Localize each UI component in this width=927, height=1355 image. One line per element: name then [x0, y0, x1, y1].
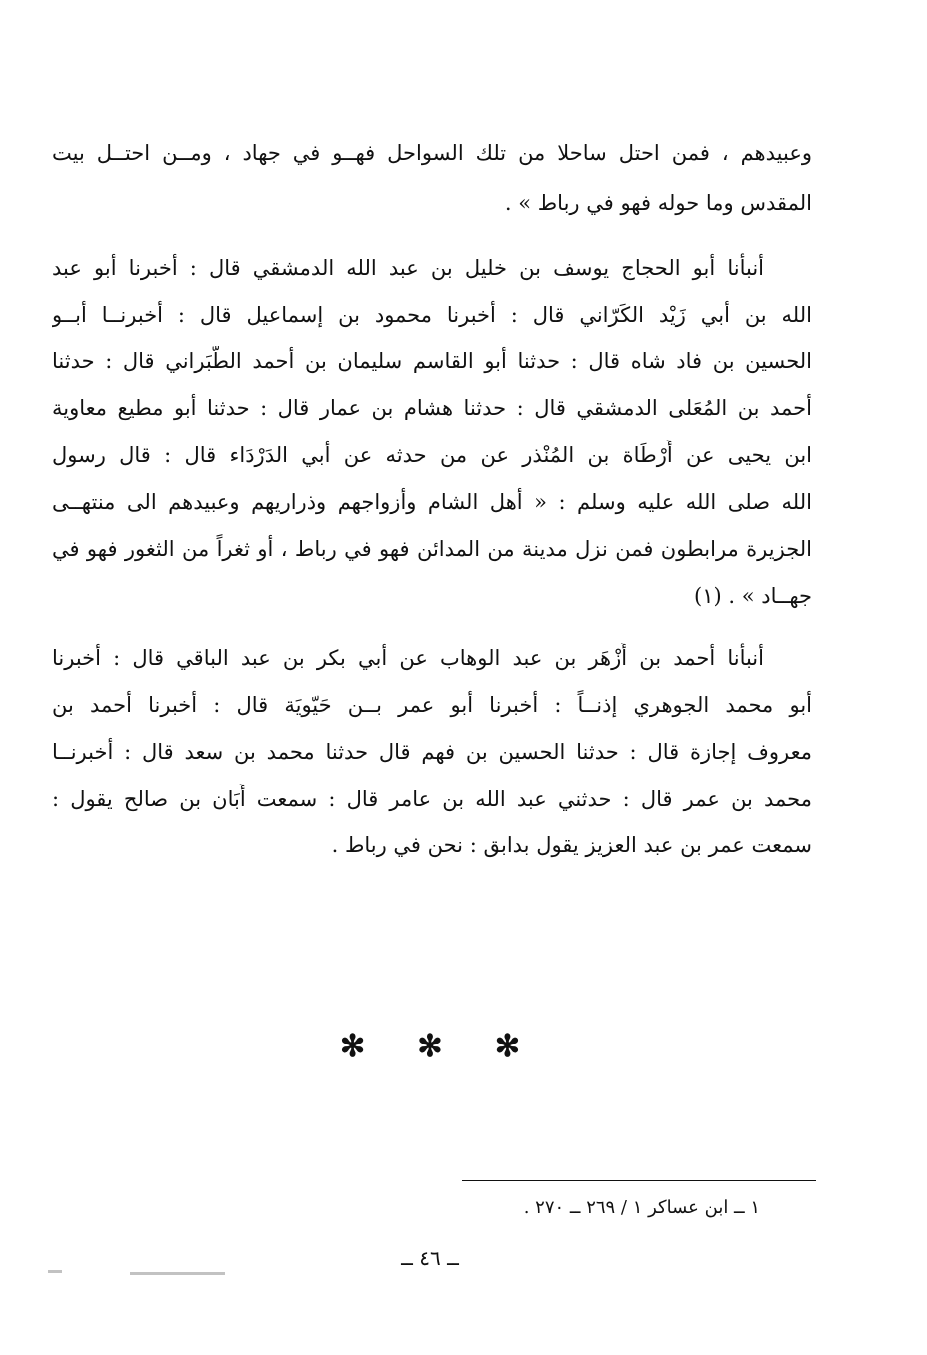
- paragraph-2-line-8: جهــاد » . (١): [694, 584, 812, 608]
- paragraph-3-line-3: معروف إجازة قال : حدثنا الحسين بن فهم قال حدثنا محمد بن سعد قال : أخبرنــا: [52, 740, 812, 764]
- footnote-divider: [462, 1180, 816, 1181]
- paragraph-2-line-7: الجزيرة مرابطون فمن نزل مدينة من المدائن فهو في رباط ، أو ثغراً من الثغور فهو في: [52, 537, 812, 561]
- paragraph-1-line-2: المقدس وما حوله فهو في رباط » .: [504, 191, 812, 215]
- asterism-icon: ✻: [417, 1028, 443, 1064]
- paragraph-2-line-4: أحمد بن المُعَلى الدمشقي قال : حدثنا هشام بن عمار قال : حدثنا أبو مطيع معاوية: [52, 396, 812, 420]
- paragraph-1-line-1: وعبيدهم ، فمن احتل ساحلا من تلك السواحل فهــو في جهاد ، ومــن احتــل بيت: [52, 141, 812, 165]
- paragraph-2-line-3: الحسين بن فاد شاه قال : حدثنا أبو القاسم سليمان بن أحمد الطّبَراني قال : حدثنا: [52, 349, 812, 373]
- page-number: ــ ٤٦ ــ: [401, 1246, 459, 1270]
- paragraph-2-line-5: ابن يحيى عن أَرْطَاة بن المُنْذر عن من حدثه عن أبي الدَرْدَاء قال : قال رسول: [52, 443, 812, 467]
- paragraph-3-line-4: محمد بن عمر قال : حدثني عبد الله بن عامر قال : سمعت أَبَان بن صالح يقول :: [52, 787, 812, 811]
- scan-mark: [48, 1270, 62, 1273]
- paragraph-3-line-1: أنبأنا أحمد بن أَزْهَر بن عبد الوهاب عن أبي بكر بن عبد الباقي قال : أخبرنا: [52, 646, 764, 670]
- asterism-icon: ✻: [340, 1028, 366, 1064]
- paragraph-2-line-6: الله صلى الله عليه وسلم : « أهل الشام وأزواجهم وذراريهم وعبيدهم الى منتهــى: [52, 490, 812, 514]
- footnote: ١ ــ ابن عساكر ١ / ٢٦٩ ــ ٢٧٠ .: [523, 1197, 760, 1218]
- asterism-icon: ✻: [494, 1028, 520, 1064]
- paragraph-2-line-1: أنبأنا أبو الحجاج يوسف بن خليل بن عبد الله الدمشقي قال : أخبرنا أبو عبد: [52, 256, 764, 280]
- paragraph-3-line-2: أبو محمد الجوهري إذنــاً : أخبرنا أبو عمر بــن حَيّويَة قال : أخبرنا أحمد بن: [52, 693, 812, 717]
- paragraph-3-line-5: سمعت عمر بن عبد العزيز يقول بدابق : نحن في رباط .: [331, 833, 812, 857]
- section-separator: [340, 1026, 520, 1066]
- paragraph-2-line-2: الله بن أبي زَيْد الكَرّاني قال : أخبرنا محمود بن إسماعيل قال : أخبرنــا أبــو: [52, 303, 812, 327]
- scan-mark: [130, 1272, 225, 1275]
